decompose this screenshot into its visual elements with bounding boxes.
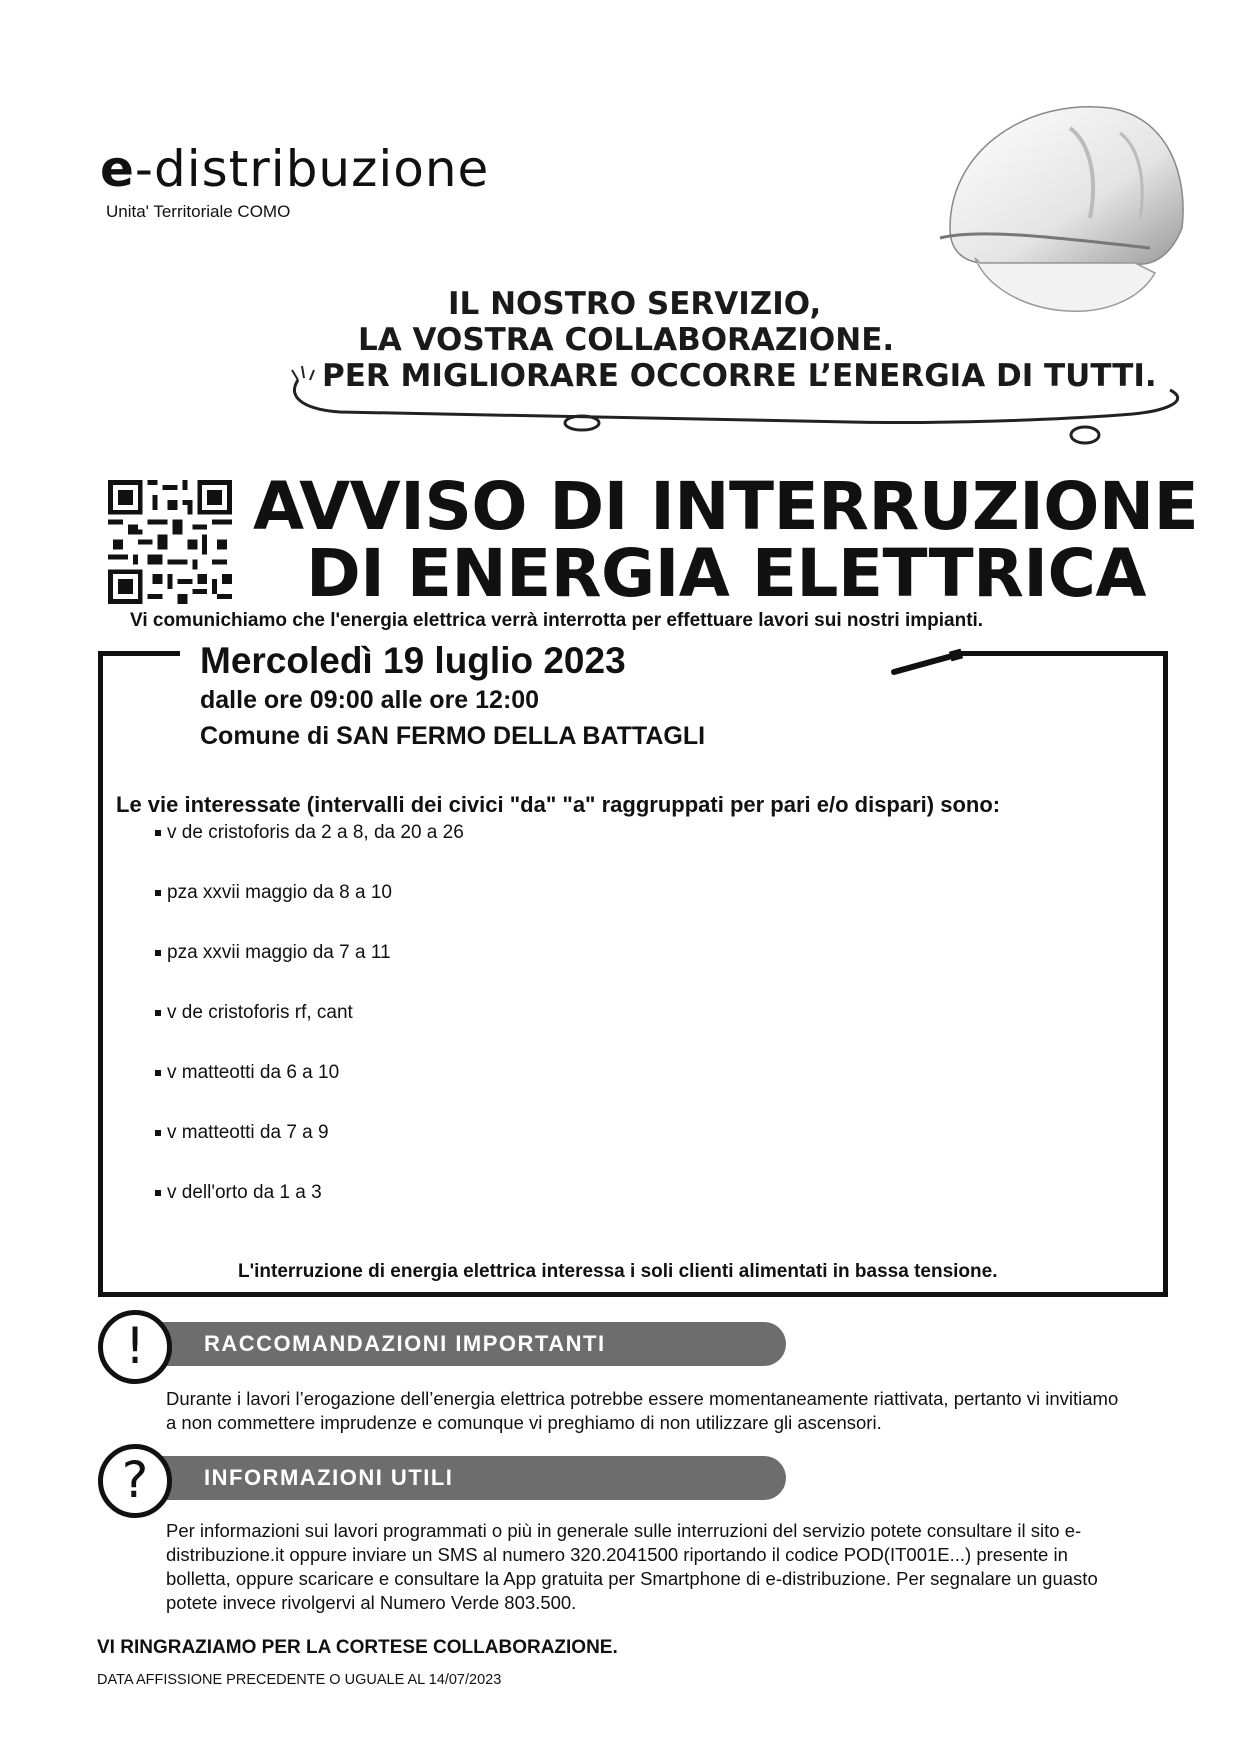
street-text: pza xxvii maggio da 8 a 10 — [167, 882, 392, 903]
slogan-line-1: IL NOSTRO SERVIZIO, — [448, 286, 822, 322]
posting-date: DATA AFFISSIONE PRECEDENTE O UGUALE AL 14/07/2023 — [97, 1672, 502, 1688]
bullet-icon — [155, 1190, 161, 1196]
street-text: pza xxvii maggio da 7 a 11 — [167, 942, 391, 963]
bullet-icon — [155, 890, 161, 896]
interruption-date: Mercoledì 19 luglio 2023 — [200, 640, 626, 681]
street-text: v dell'orto da 1 a 3 — [167, 1182, 322, 1203]
qr-code-icon — [108, 480, 232, 604]
helmet-icon — [920, 88, 1190, 338]
interruption-hours: dalle ore 09:00 alle ore 12:00 — [200, 686, 540, 714]
bullet-icon — [155, 1130, 161, 1136]
territorial-unit: Unita' Territoriale COMO — [106, 202, 291, 221]
bullet-icon — [155, 1070, 161, 1076]
list-item — [155, 942, 391, 964]
question-icon: ? — [98, 1444, 172, 1518]
street-text: v de cristoforis rf, cant — [167, 1002, 353, 1023]
box-border-right-segment — [960, 651, 1168, 656]
info-heading: INFORMAZIONI UTILI — [150, 1456, 786, 1500]
thanks-text: VI RINGRAZIAMO PER LA CORTESE COLLABORAZIONE. — [97, 1637, 618, 1658]
plug-icon — [890, 646, 970, 676]
list-item — [155, 1062, 339, 1084]
slogan-line-3: PER MIGLIORARE OCCORRE L’ENERGIA DI TUTTI. — [322, 358, 1157, 394]
list-item — [155, 822, 464, 844]
notice-title-line-1: AVVISO DI INTERRUZIONE — [253, 468, 1199, 545]
street-text: v de cristoforis da 2 a 8, da 20 a 26 — [167, 822, 464, 843]
info-text: Per informazioni sui lavori programmati o più in generale sulle interruzioni del servizio potete consultare il sito e-distribuzione.it oppure inviare un SMS al numero 320.2041500 riportando il codice POD(IT001E...) presente in bolletta, oppure scaricare e consultare la App gratuita per Smartphone di e-distribuzione. Per segnalare un guasto potete invece rivolgervi al Numero Verde 803.500. — [166, 1520, 1098, 1613]
bullet-icon — [155, 950, 161, 956]
logo-mark: e — [100, 140, 135, 198]
list-item — [155, 1002, 353, 1024]
slogan-line-2: LA VOSTRA COLLABORAZIONE. — [358, 322, 895, 358]
streets-heading: Le vie interessate (intervalli dei civici "da" "a" raggruppati per pari e/o dispari) sono: — [116, 792, 1001, 817]
recommendations-heading: RACCOMANDAZIONI IMPORTANTI — [150, 1322, 786, 1366]
bullet-icon — [155, 830, 161, 836]
notice-title-line-2: DI ENERGIA ELETTRICA — [306, 535, 1147, 612]
bullet-icon — [155, 1010, 161, 1016]
intro-text: Vi comunichiamo che l'energia elettrica verrà interrotta per effettuare lavori sui nostri impianti. — [130, 610, 984, 631]
brand-logo — [100, 140, 489, 198]
exclamation-icon: ! — [98, 1310, 172, 1384]
cable-decoration-icon — [290, 360, 1190, 460]
logo-text: -distribuzione — [134, 140, 490, 198]
low-voltage-note: L'interruzione di energia elettrica interessa i soli clienti alimentati in bassa tensione. — [238, 1261, 998, 1282]
list-item — [155, 1182, 322, 1204]
municipality: Comune di SAN FERMO DELLA BATTAGLI — [200, 722, 706, 750]
recommendations-text: Durante i lavori l’erogazione dell’energia elettrica potrebbe essere momentaneamente riattivata, pertanto vi invitiamo a non commettere imprudenze e comunque vi preghiamo di non utilizzare gli ascensori. — [166, 1388, 1119, 1433]
list-item — [155, 1122, 329, 1144]
street-text: v matteotti da 6 a 10 — [167, 1062, 340, 1083]
street-text: v matteotti da 7 a 9 — [167, 1122, 329, 1143]
list-item — [155, 882, 392, 904]
box-border-left-segment — [98, 651, 180, 656]
